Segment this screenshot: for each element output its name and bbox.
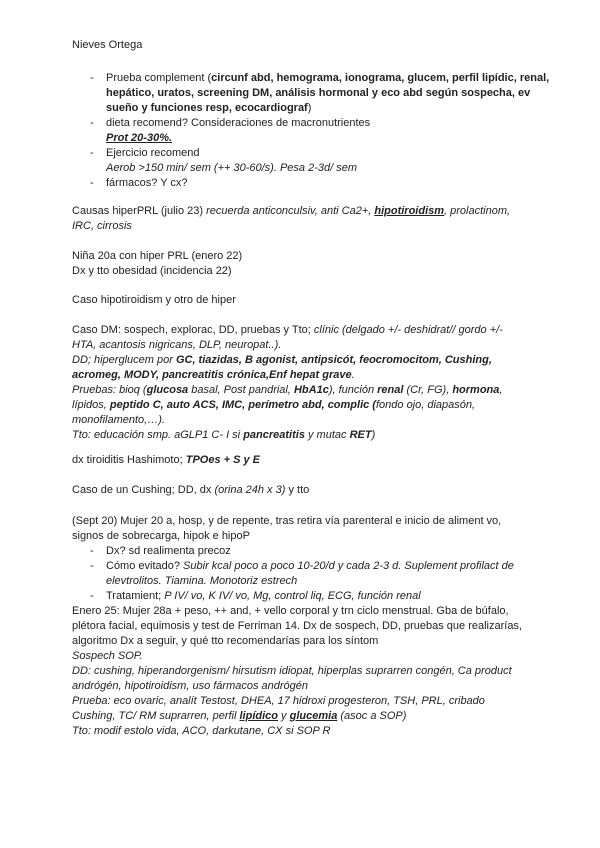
protein-note: Prot 20-30%. <box>106 132 173 144</box>
bullet-dash: - <box>90 147 94 159</box>
text-span: Caso de un Cushing; DD, dx <box>72 484 215 496</box>
text-line: Enero 25: Mujer 28a + peso, ++ and, + vello corporal y trn ciclo menstrual. Gba de búfalo, <box>72 605 509 617</box>
text-line: plétora facial, equimosis y test de Ferriman 14. Dx de sospech, DD, pruebas que realizarías, <box>72 620 522 632</box>
text-span: , <box>499 384 503 396</box>
causas-italic-line: IRC, cirrosis <box>72 220 132 232</box>
bullet-text: Ejercicio recomend <box>106 147 200 159</box>
italic-span: Subir kcal poco a poco 10-20/d y cada 2-3 d. Suplement profilact de <box>183 560 514 572</box>
bullet-dash: - <box>90 177 94 189</box>
bold-span: peptido C, auto ACS, IMC, perímetro abd, complic ( <box>109 399 376 411</box>
causas-label: Causas hiperPRL (julio 23) <box>72 205 207 217</box>
list-item <box>72 589 562 604</box>
text-span: fondo ojo, diapasón, <box>375 399 476 411</box>
italic-line: Tto: modif estolo vida, ACO, darkutane, CX si SOP R <box>72 725 331 737</box>
text-span: ), función <box>328 384 378 396</box>
bullet-dash: - <box>90 117 94 129</box>
text-span: y <box>278 710 290 722</box>
caso-hipo-paragraph: Caso hipotiroidism y otro de hiper <box>72 294 236 306</box>
text-line: (Sept 20) Mujer 20 a, hosp, y de repente, tras retira vía parenteral e inicio de aliment vo, <box>72 515 502 527</box>
bullet-dash: - <box>90 560 94 572</box>
bullet-bold-text: circunf abd, hemograma, ionograma, glucem, perfil lipídic, renal, hepático, uratos, screening DM, análisis hormonal y eco abd según sospecha, ev sueño y funciones resp, ecocardiograf <box>106 72 550 114</box>
hashimoto-line <box>72 453 562 468</box>
text-span: (Cr, FG), <box>403 384 453 396</box>
italic-span: clínic (delgado +/- deshidrat// gordo +/- <box>313 324 503 336</box>
author-name: Nieves Ortega <box>72 39 143 51</box>
list-item <box>72 176 562 191</box>
causas-italic: , prolactinom, <box>444 205 511 217</box>
text-span: Cushing, TC/ RM suprarren, perfil <box>72 710 240 722</box>
bullet-text: Cómo evitado? <box>106 560 184 572</box>
text-span: Pruebas: bioq ( <box>72 384 147 396</box>
italic-line: andrógén, hipotiroidism, uso fármacos andrógén <box>72 680 309 692</box>
text-line: signos de sobrecarga, hipok e hipoP <box>72 530 250 542</box>
bold-span: TPOes + S y E <box>185 454 261 466</box>
bullet-dash: - <box>90 545 94 557</box>
bold-span: HbA1c <box>293 384 329 396</box>
bold-span: glucemia <box>289 710 338 722</box>
bullet-dash: - <box>90 590 94 602</box>
italic-span: P IV/ vo, K IV/ vo, Mg, control liq, ECG, función renal <box>164 590 421 602</box>
nina-paragraph <box>72 249 562 279</box>
bold-span: GC, tiazidas, B agonist, antipsicót, feocromocitom, Cushing, <box>175 354 492 366</box>
text-span: y mutac <box>304 429 350 441</box>
bullet-text: fármacos? Y cx? <box>106 177 188 189</box>
sub-line: elevtrolitos. Tiamina. Monotoriz estrech <box>106 575 298 587</box>
bullet-text: Prueba complement ( <box>106 72 212 84</box>
bullet-text: Tratamient; <box>106 590 165 602</box>
text-span: y tto <box>285 484 310 496</box>
bold-span: glucosa <box>146 384 189 396</box>
sub-line: Aerob >150 min/ sem (++ 30-60/s). Pesa 2-3d/ sem <box>106 162 357 174</box>
italic-span: (orina 24h x 3) <box>214 484 286 496</box>
text-span: (asoc a SOP) <box>337 710 407 722</box>
list-item <box>72 146 562 161</box>
bold-span: RET <box>349 429 372 441</box>
text-span: lípidos, <box>72 399 110 411</box>
text-span: Caso DM: sospech, explorac, DD, pruebas y Tto; <box>72 324 314 336</box>
text-line: Dx y tto obesidad (incidencia 22) <box>72 265 232 277</box>
bold-span: acromeg, MODY, pancreatitis crónica,Enf hepat grave <box>72 369 352 381</box>
bullet-list <box>72 71 562 191</box>
bold-span: hormona <box>452 384 500 396</box>
bold-span: lipídico <box>239 710 278 722</box>
list-item <box>72 116 562 131</box>
bullet-dash: - <box>90 72 94 84</box>
text-line: Niña 20a con hiper PRL (enero 22) <box>72 250 243 262</box>
italic-line: Sospech SOP. <box>72 650 143 662</box>
text-span: ) <box>371 429 376 441</box>
sub-line <box>72 131 562 146</box>
list-item <box>72 544 562 559</box>
italic-line: HTA, acantosis nigricans, DLP, neuropat..). <box>72 339 282 351</box>
text-span: basal, Post pandrial, <box>188 384 294 396</box>
text-line: algoritmo Dx a seguir, y qué tto recomendarías para los síntom <box>72 635 379 647</box>
bullet-text-end: ) <box>307 102 312 114</box>
causas-highlight: hipotiroidism <box>374 205 445 217</box>
cushing-line <box>72 483 562 498</box>
text-span: . <box>351 369 355 381</box>
text-span: Tto: educación smp. aGLP1 C- I si <box>72 429 244 441</box>
bold-span: pancreatitis <box>243 429 305 441</box>
enero-paragraph <box>72 604 562 739</box>
bullet-text: dieta recomend? Consideraciones de macronutrientes <box>106 117 371 129</box>
bullet-text: Dx? sd realimenta precoz <box>106 545 231 557</box>
italic-line: DD: cushing, hiperandorgenism/ hirsutism idiopat, hiperplas suprarren congén, Ca product <box>72 665 512 677</box>
bold-span: renal <box>377 384 404 396</box>
list-item <box>72 71 562 116</box>
text-span: dx tiroiditis Hashimoto; <box>72 454 186 466</box>
italic-span: DD; hiperglucem por <box>72 354 176 366</box>
sept-paragraph <box>72 514 562 604</box>
caso-dm-paragraph <box>72 323 562 443</box>
italic-line: Prueba: eco ovaric, analít Testost, DHEA, 17 hidroxi progesteron, TSH, PRL, cribado <box>72 695 485 707</box>
list-item <box>72 559 562 574</box>
causas-paragraph <box>72 204 562 234</box>
causas-italic: recuerda anticonculsiv, anti Ca2+, <box>206 205 375 217</box>
italic-line: monofilamento,…). <box>72 414 165 426</box>
